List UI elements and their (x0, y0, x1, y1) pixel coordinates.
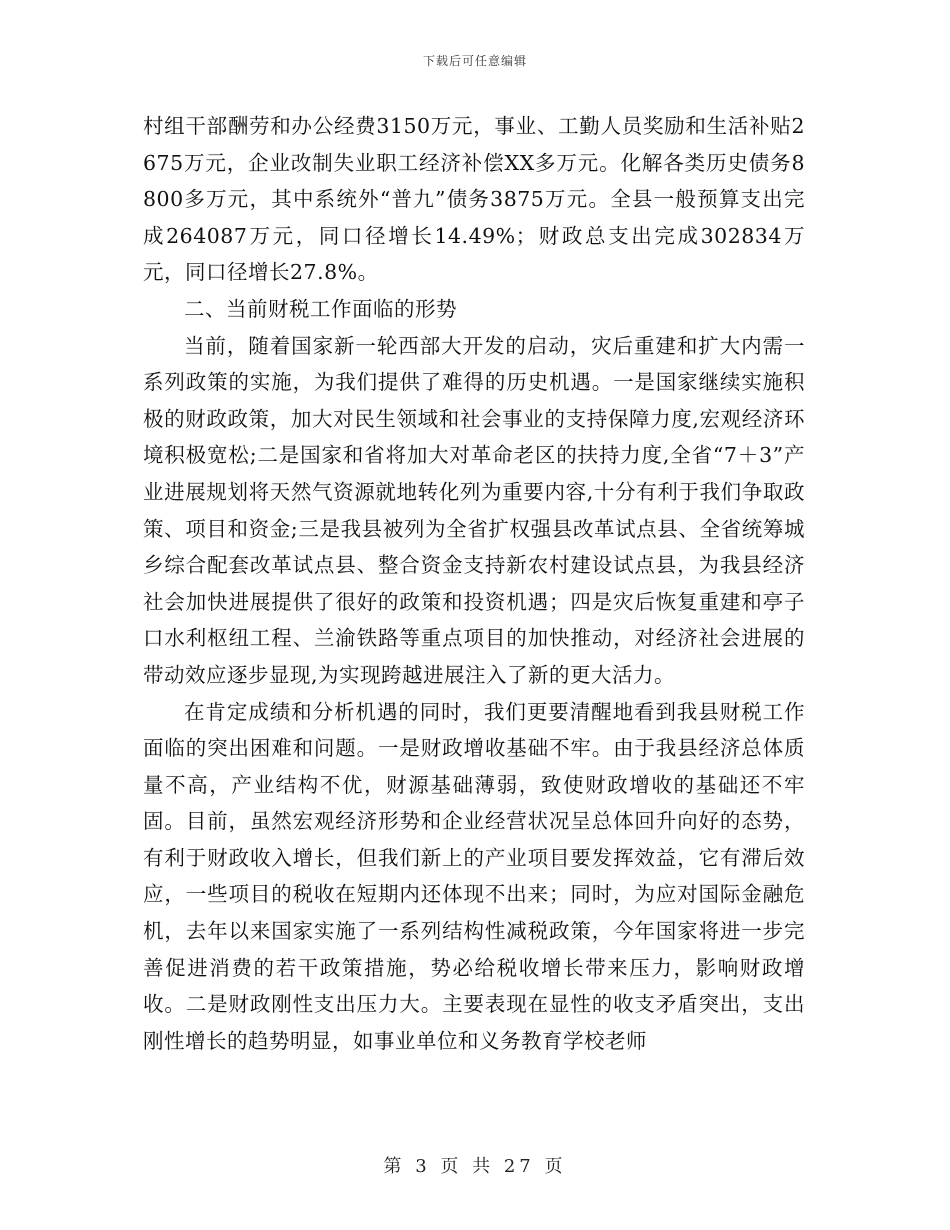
page-number-footer: 第 3 页 共 27 页 (383, 1156, 567, 1177)
page-header: 下载后可任意编辑 (422, 54, 527, 68)
paragraph-opportunities: 当前，随着国家新一轮西部大开发的启动，灾后重建和扩大内需一系列政策的实施，为我们提供了难得的历史机遇。一是国家继续实施积极的财政政策，加大对民生领域和社会事业的支持保障力度,宏观经济环境积极宽松;二是国家和省将加大对革命老区的扶持力度,全省“7＋3”产业进展规划将天然气资源就地转化列为重要内容,十分有利于我们争取政策、项目和资金;三是我县被列为全省扩权强县改革试点县、全省统筹城乡综合配套改革试点县、整合资金支持新农村建设试点县，为我县经济社会加快进展提供了很好的政策和投资机遇；四是灾后恢复重建和亭子口水利枢纽工程、兰渝铁路等重点项目的加快推动，对经济社会进展的带动效应逐步显现,为实现跨越进展注入了新的更大活力。 (143, 333, 805, 687)
paragraph-difficulties: 在肯定成绩和分析机遇的同时，我们更要清醒地看到我县财税工作面临的突出困难和问题。一是财政增收基础不牢。由于我县经济总体质量不高，产业结构不优，财源基础薄弱，致使财政增收的基础还不牢固。目前，虽然宏观经济形势和企业经营状况呈总体回升向好的态势，有利于财政收入增长，但我们新上的产业项目要发挥效益，它有滞后效应，一些项目的税收在短期内还体现不出来；同时，为应对国际金融危机，去年以来国家实施了一系列结构性减税政策，今年国家将进一步完善促进消费的若干政策措施，势必给税收增长带来压力，影响财政增收。二是财政刚性支出压力大。主要表现在显性的收支矛盾突出，支出刚性增长的趋势明显，如事业单位和义务教育学校老师 (143, 699, 805, 1053)
paragraph-expenditure-summary: 村组干部酬劳和办公经费3150万元，事业、工勤人员奖励和生活补贴2675万元，企业改制失业职工经济补偿XX多万元。化解各类历史债务8800多万元，其中系统外“普九”债务3875万元。全县一般预算支出完成264087万元，同口径增长14.49%；财政总支出完成302834万元，同口径增长27.8%。 (143, 114, 805, 285)
document-body (143, 108, 805, 1059)
section-heading: 二、当前财税工作面临的形势 (184, 296, 457, 321)
